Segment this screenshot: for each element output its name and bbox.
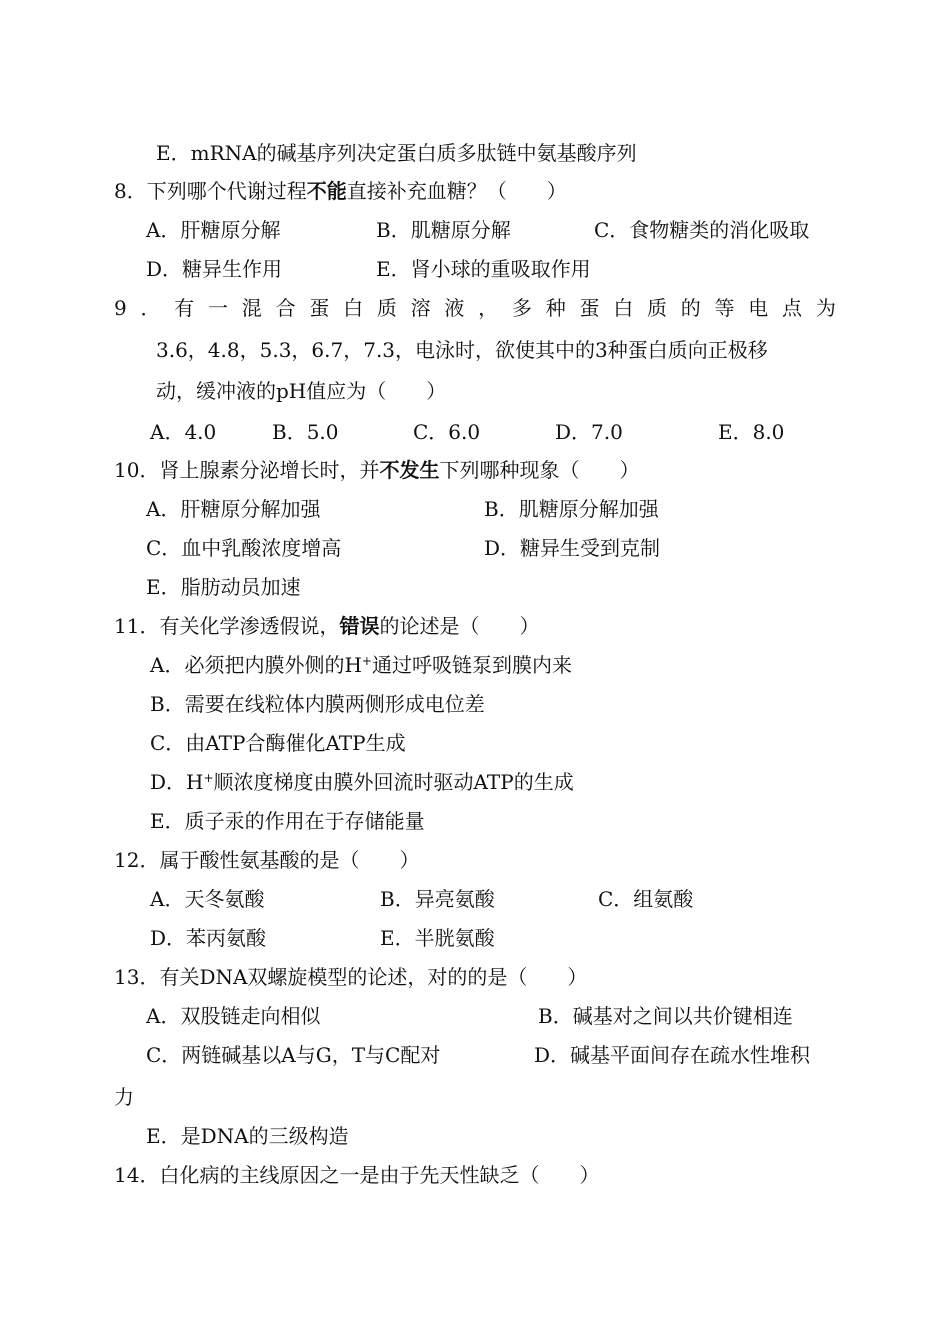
q9-option-e: E．8.0: [718, 420, 785, 444]
q9-char: 多: [511, 296, 532, 320]
q9-stem-line3: 动，缓冲液的pH值应为（ ）: [156, 379, 447, 403]
q9-char: 蛋: [579, 296, 600, 320]
q9-char: 白: [343, 296, 364, 320]
q9-char: 混: [241, 296, 262, 320]
q8-emphasis: 不能: [306, 179, 347, 203]
q9-char: 质: [646, 296, 667, 320]
q8-option-b: B．肌糖原分解: [376, 218, 511, 242]
q9-option-d: D．7.0: [555, 420, 623, 444]
q9-char: 的: [680, 296, 701, 320]
q11-option-a-post: 通过呼吸链泵到膜内来: [371, 653, 572, 677]
q13-option-c: C．两链碱基以A与G，T与C配对: [146, 1043, 441, 1067]
q11-option-d: [150, 768, 574, 796]
q11-option-e: E．质子汞的作用在于存储能量: [150, 809, 425, 833]
q10-option-d: D．糖异生受到克制: [484, 536, 661, 560]
q9-option-b: B．5.0: [272, 420, 339, 444]
q13-option-b: B．碱基对之间以共价键相连: [538, 1004, 793, 1028]
q13-option-d: D．碱基平面间存在疏水性堆积: [534, 1043, 811, 1067]
q9-option-c: C．6.0: [413, 420, 481, 444]
q8-option-c: C．食物糖类的消化吸取: [594, 218, 810, 242]
q13-option-d-continued: 力: [114, 1085, 134, 1109]
q7-option-e: E．mRNA的碱基序列决定蛋白质多肽链中氨基酸序列: [156, 141, 637, 165]
q13-option-e: E．是DNA的三级构造: [146, 1124, 349, 1148]
q13-option-a: A．双股链走向相似: [146, 1004, 321, 1028]
q9-stem-line1: [114, 294, 836, 322]
q9-char: 为: [815, 296, 836, 320]
q9-char: 液: [444, 296, 465, 320]
q9-char: 一: [208, 296, 229, 320]
q9-char: ，: [478, 296, 499, 320]
q10-stem: [114, 456, 639, 484]
q11-option-b: B．需要在线粒体内膜两侧形成电位差: [150, 692, 485, 716]
q10-stem-pre: 肾上腺素分泌增长时，并: [159, 458, 380, 482]
q8-option-e: E．肾小球的重吸取作用: [376, 257, 591, 281]
q11-option-a-pre: A．必须把内膜外侧的H: [150, 653, 362, 677]
q9-stem-line2: 3.6，4.8，5.3，6.7，7.3，电泳时，欲使其中的3种蛋白质向正极移: [156, 338, 768, 362]
q9-char: 合: [275, 296, 296, 320]
q11-option-a-sup: +: [361, 654, 372, 668]
q10-emphasis: 不发生: [379, 458, 440, 482]
q9-char: 点: [782, 296, 803, 320]
q9-char: 质: [376, 296, 397, 320]
q8-option-d: D．糖异生作用: [146, 257, 283, 281]
q10-number: 10．: [114, 458, 160, 482]
q8-option-a: A．肝糖原分解: [146, 218, 281, 242]
q11-stem-post: 的论述是（ ）: [379, 614, 540, 638]
q11-option-d-post: 顺浓度梯度由膜外回流时驱动ATP的生成: [213, 770, 574, 794]
q13-stem: 13．有关DNA双螺旋模型的论述，对的的是（ ）: [114, 965, 588, 989]
q9-char: 9: [114, 296, 127, 320]
q11-option-c: C．由ATP合酶催化ATP生成: [150, 731, 406, 755]
q11-stem-pre: 有关化学渗透假说，: [159, 614, 340, 638]
q12-option-a: A．天冬氨酸: [150, 887, 265, 911]
q9-char: 溶: [410, 296, 431, 320]
q8-stem-pre: 下列哪个代谢过程: [146, 179, 307, 203]
q12-option-e: E．半胱氨酸: [380, 926, 495, 950]
q10-option-a: A．肝糖原分解加强: [146, 497, 321, 521]
q9-char: 有: [174, 296, 195, 320]
q11-option-d-pre: D．H: [150, 770, 204, 794]
q9-char: ．: [140, 296, 161, 320]
q11-emphasis: 错误: [339, 614, 380, 638]
q9-char: 电: [748, 296, 769, 320]
q12-option-c: C．组氨酸: [598, 887, 694, 911]
q10-option-b: B．肌糖原分解加强: [484, 497, 659, 521]
q11-option-a: [150, 651, 572, 679]
q9-char: 等: [714, 296, 735, 320]
q8-number: 8．: [114, 179, 147, 203]
q11-number: 11．: [114, 614, 160, 638]
q14-stem: 14．白化病的主线原因之一是由于先天性缺乏（ ）: [114, 1163, 600, 1187]
q9-option-a: A．4.0: [150, 420, 217, 444]
q9-char: 白: [613, 296, 634, 320]
q8-stem-post: 直接补充血糖？（ ）: [346, 179, 567, 203]
q12-option-b: B．异亮氨酸: [380, 887, 495, 911]
q8-stem: [114, 177, 567, 205]
q11-stem: [114, 612, 539, 640]
q9-char: 种: [545, 296, 566, 320]
q10-option-c: C．血中乳酸浓度增高: [146, 536, 342, 560]
q11-option-d-sup: +: [203, 771, 214, 785]
q12-option-d: D．苯丙氨酸: [150, 926, 267, 950]
q12-stem: 12．属于酸性氨基酸的是（ ）: [114, 848, 420, 872]
q10-stem-post: 下列哪种现象（ ）: [439, 458, 640, 482]
q10-option-e: E．脂肪动员加速: [146, 575, 301, 599]
q9-char: 蛋: [309, 296, 330, 320]
